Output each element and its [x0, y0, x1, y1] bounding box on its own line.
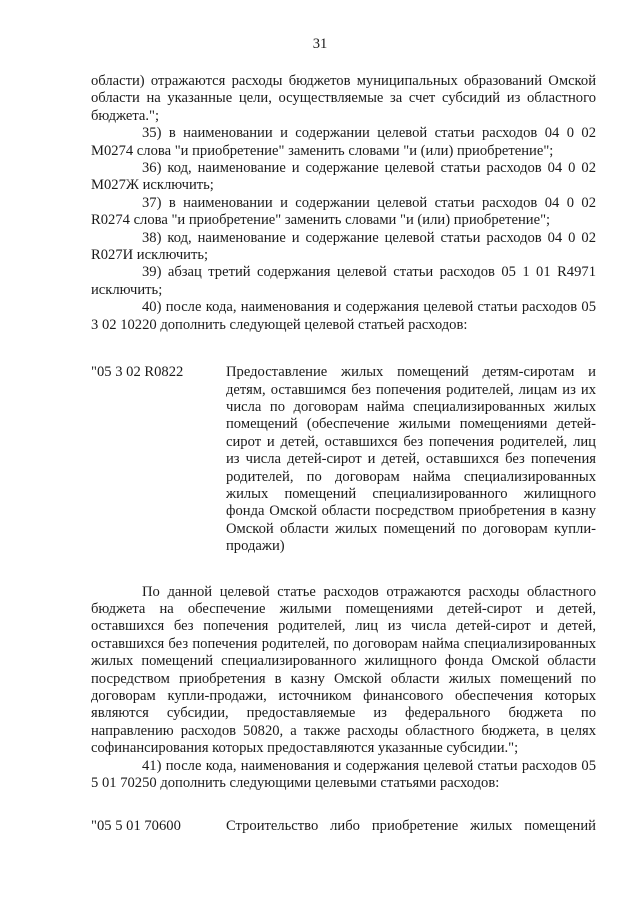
paragraph-item-40: 40) после кода, наименования и содержания целевой статьи расходов 05 3 02 10220 дополнить следующей целевой статьей расходов: — [91, 299, 596, 333]
document-body — [91, 73, 596, 836]
paragraph-expenses-explanation: По данной целевой статье расходов отражаются расходы областного бюджета на обеспечение жилыми помещениями детей-сирот и детей, оставшихся без попечения родителей, лиц из числа детей-сирот и детей, оставшихся без попечения родителей, по договорам найма специализированных жилых помещений специализированного жилищного фонда Омской области посредством приобретения в казну Омской области жилых помещений по договорам купли-продажи, источником финансового обеспечения которых являются субсидии, предоставляемые из федерального бюджета по направлению расходов 50820, а также расходы областного бюджета, в целях софинансирования которых предоставляются указанные субсидии."; — [91, 583, 596, 757]
paragraph-item-37: 37) в наименовании и содержании целевой статьи расходов 04 0 02 R0274 слова "и приобретение" заменить словами "и (или) приобретение"; — [91, 194, 596, 229]
paragraph-item-36: 36) код, наименование и содержание целевой статьи расходов 04 0 02 М027Ж исключить; — [91, 160, 596, 194]
paragraph-continuation: области) отражаются расходы бюджетов муниципальных образований Омской области на указанные цели, осуществляемые за счет субсидий из областного бюджета."; — [91, 73, 596, 124]
budget-code: "05 5 01 70600 — [91, 818, 181, 835]
budget-entry-r0822 — [91, 364, 596, 555]
budget-description: Предоставление жилых помещений детям-сиротам и детям, оставшимся без попечения родителей, лицам из их числа по договорам найма специализированных жилых помещений (обеспечение жилыми помещениями детей-сирот и детей, оставшихся без попечения родителей, лиц из числа детей-сирот и детей, оставшихся без попечения родителей, по договорам найма специализированных жилых помещений специализированного жилищного фонда Омской области посредством приобретения в казну Омской области жилых помещений по договорам купли-продажи) — [226, 364, 596, 555]
paragraph-item-38: 38) код, наименование и содержание целевой статьи расходов 04 0 02 R027И исключить; — [91, 229, 596, 264]
budget-entry-70600 — [91, 818, 596, 835]
paragraph-item-39: 39) абзац третий содержания целевой статьи расходов 05 1 01 R4971 исключить; — [91, 264, 596, 298]
paragraph-item-41: 41) после кода, наименования и содержания целевой статьи расходов 05 5 01 70250 дополнить следующими целевыми статьями расходов: — [91, 757, 596, 792]
budget-code: "05 3 02 R0822 — [91, 364, 184, 381]
page-number: 31 — [312, 36, 328, 52]
budget-description: Строительство либо приобретение жилых помещений — [226, 818, 596, 835]
paragraph-item-35: 35) в наименовании и содержании целевой статьи расходов 04 0 02 М0274 слова "и приобретение" заменить словами "и (или) приобретение"; — [91, 125, 596, 159]
